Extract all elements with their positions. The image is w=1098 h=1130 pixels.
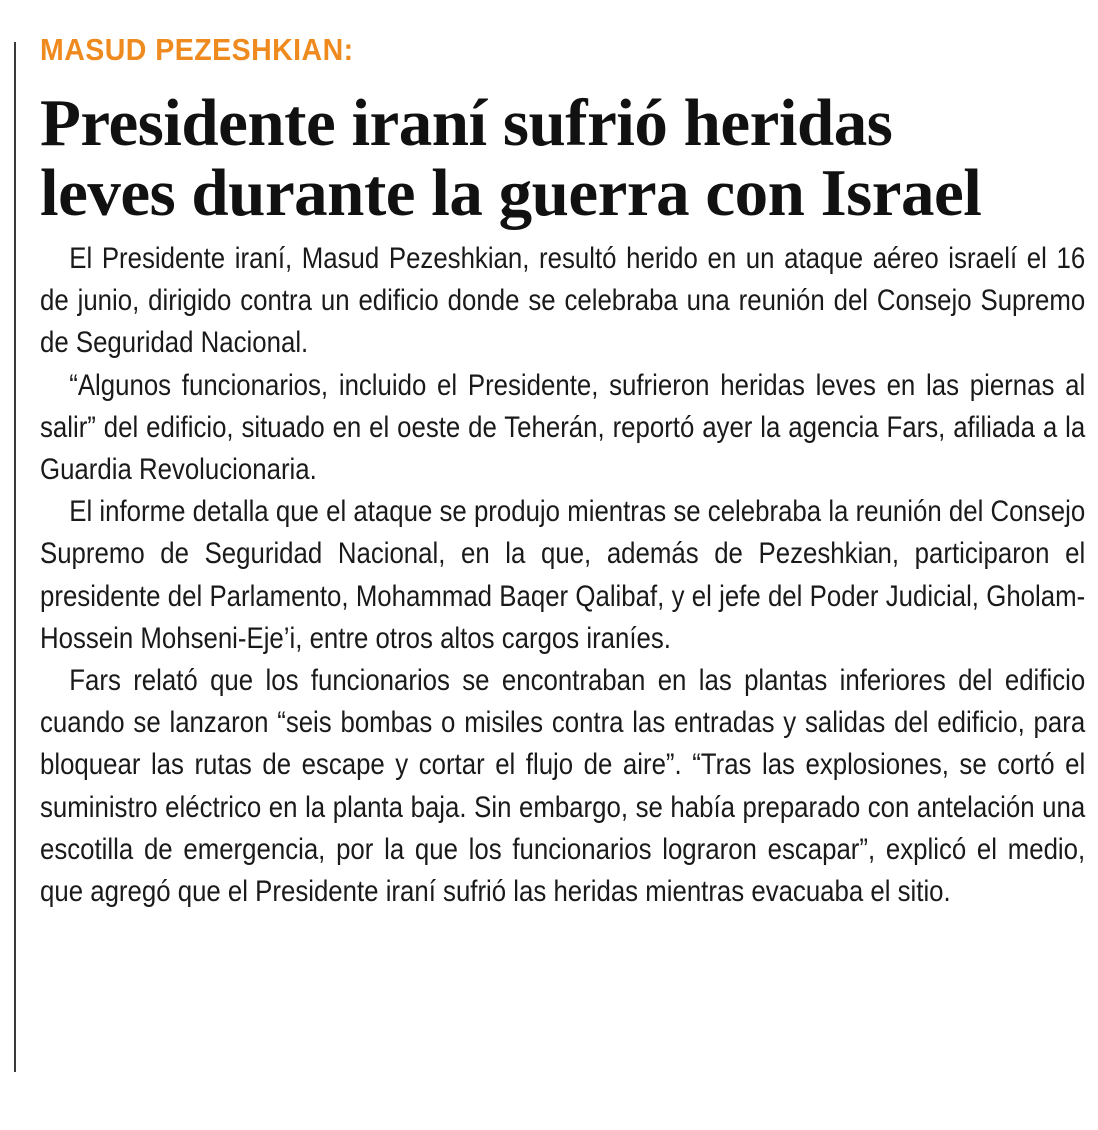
article-kicker: MASUD PEZESHKIAN: [40, 32, 354, 67]
article-paragraph: El informe detalla que el ataque se produjo mientras se celebraba la reunión del Consejo Supremo de Seguridad Nacional, en la que, además de Pezeshkian, participaron el presidente del Parlamento, Mohammad Baqer Qalibaf, y el jefe del Poder Judicial, Gholam-Hossein Mohseni-Eje’i, entre otros altos cargos iraníes. [40, 495, 1086, 655]
column-rule [14, 42, 16, 1072]
article-paragraph: “Algunos funcionarios, incluido el Presidente, sufrieron heridas leves en las piernas al salir” del edificio, situado en el oeste de Teherán, reportó ayer la agencia Fars, afiliada a la Guardia Revolucionaria. [40, 368, 1086, 487]
article-body [40, 238, 1085, 913]
article-paragraph: El Presidente iraní, Masud Pezeshkian, resultó herido en un ataque aéreo israelí el 16 de junio, dirigido contra un edificio donde se celebraba una reunión del Consejo Supremo de Seguridad Nacional. [40, 242, 1086, 360]
article-paragraph: Fars relató que los funcionarios se encontraban en las plantas inferiores del edificio cuando se lanzaron “seis bombas o misiles contra las entradas y salidas del edificio, para bloquear las rutas de escape y cortar el flujo de aire”. “Tras las explosiones, se cortó el suministro eléctrico en la planta baja. Sin embargo, se había preparado con antelación una escotilla de emergencia, por la que los funcionarios lograron escapar”, explicó el medio, que agregó que el Presidente iraní sufrió las heridas mientras evacuaba el sitio. [40, 664, 1086, 909]
headline-line-1: Presidente iraní sufrió heridas [40, 86, 893, 160]
news-article [40, 30, 1085, 913]
article-headline [40, 88, 1085, 228]
headline-line-2: leves durante la guerra con Israel [40, 156, 982, 230]
